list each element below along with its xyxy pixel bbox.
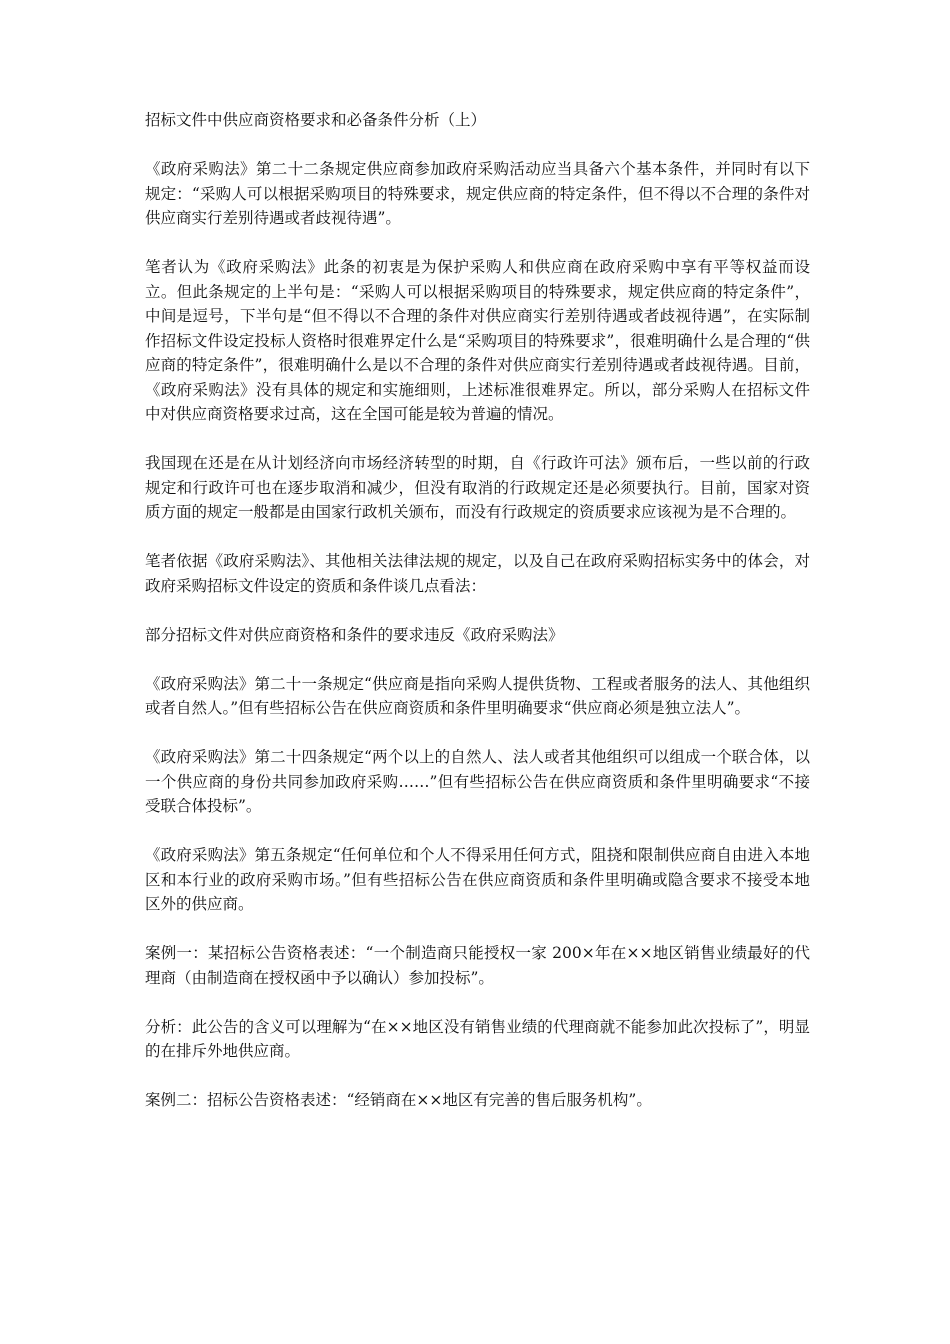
case-paragraph: 案例一：某招标公告资格表述：“一个制造商只能授权一家 200×年在××地区销售业绩最好的代理商（由制造商在授权函中予以确认）参加投标”。: [145, 944, 810, 987]
paragraph: 我国现在还是在从计划经济向市场经济转型的时期，自《行政许可法》颁布后，一些以前的行政规定和行政许可也在逐步取消和减少，但没有取消的行政规定还是必须要执行。目前，国家对资质方面的规定一般都是由国家行政机关颁布，而没有行政规定的资质要求应该视为是不合理的。: [145, 454, 810, 521]
case-paragraph: 案例二：招标公告资格表述：“经销商在××地区有完善的售后服务机构”。: [145, 1091, 652, 1109]
analysis-paragraph: 分析：此公告的含义可以理解为“在××地区没有销售业绩的代理商就不能参加此次投标了”，明显的在排斥外地供应商。: [145, 1017, 810, 1060]
paragraph: 《政府采购法》第二十四条规定“两个以上的自然人、法人或者其他组织可以组成一个联合体，以一个供应商的身份共同参加政府采购……”但有些招标公告在供应商资质和条件里明确要求“不接受联合体投标”。: [145, 748, 810, 815]
document-title: 招标文件中供应商资格要求和必备条件分析（上）: [145, 111, 487, 129]
section-heading: 部分招标文件对供应商资格和条件的要求违反《政府采购法》: [145, 625, 564, 644]
paragraph: 笔者依据《政府采购法》、其他相关法律法规的规定，以及自己在政府采购招标实务中的体会，对政府采购招标文件设定的资质和条件谈几点看法：: [145, 552, 810, 595]
paragraph: 《政府采购法》第五条规定“任何单位和个人不得采用任何方式，阻挠和限制供应商自由进入本地区和本行业的政府采购市场。”但有些招标公告在供应商资质和条件里明确或隐含要求不接受本地区外的供应商。: [145, 846, 810, 913]
paragraph: 笔者认为《政府采购法》此条的初衷是为保护采购人和供应商在政府采购中享有平等权益而设立。但此条规定的上半句是：“采购人可以根据采购项目的特殊要求，规定供应商的特定条件”，中间是逗号，下半句是“但不得以不合理的条件对供应商实行差别待遇或者歧视待遇”，在实际制作招标文件设定投标人资格时很难界定什么是“采购项目的特殊要求”，很难明确什么是合理的“供应商的特定条件”，很难明确什么是以不合理的条件对供应商实行差别待遇或者歧视待遇。目前，《政府采购法》没有具体的规定和实施细则，上述标准很难界定。所以，部分采购人在招标文件中对供应商资格要求过高，这在全国可能是较为普遍的情况。: [145, 258, 810, 423]
document-page: [145, 108, 810, 1137]
paragraph: 《政府采购法》第二十一条规定“供应商是指向采购人提供货物、工程或者服务的法人、其他组织或者自然人。”但有些招标公告在供应商资质和条件里明确要求“供应商必须是独立法人”。: [145, 674, 810, 717]
paragraph: 《政府采购法》第二十二条规定供应商参加政府采购活动应当具备六个基本条件，并同时有以下规定：“采购人可以根据采购项目的特殊要求，规定供应商的特定条件，但不得以不合理的条件对供应商实行差别待遇或者歧视待遇”。: [145, 160, 810, 227]
